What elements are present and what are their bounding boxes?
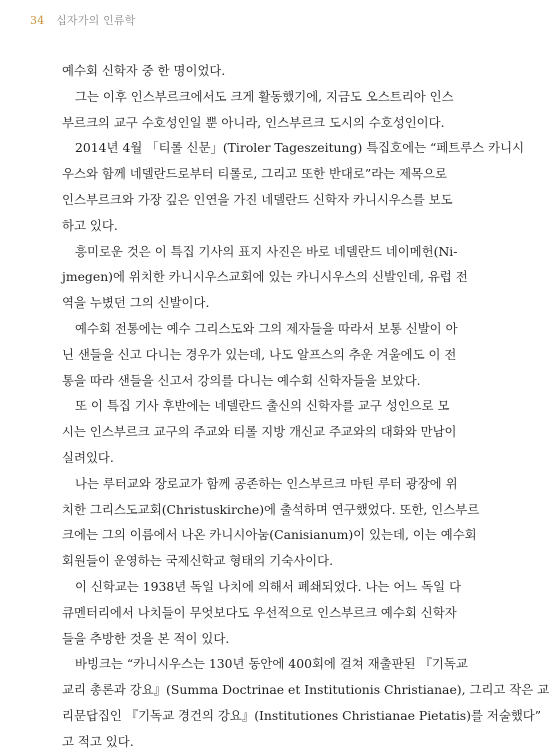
text-line: 회원들이 운영하는 국제신학교 형태의 기숙사이다. [62,553,334,569]
text-line: 교리 총론과 강요』(Summa Doctrinae et Institutionis Christianae), 그리고 작은 교 [62,682,549,698]
text-line: 예수회 전통에는 예수 그리스도와 그의 제자들을 따라서 보통 신발이 아 [75,320,458,336]
text-line: 나는 루터교와 장로교가 함께 공존하는 인스부르크 마틴 루터 광장에 위 [75,475,458,491]
text-line: 하고 있다. [62,217,118,233]
text-line: 우스와 함께 네델란드로부터 티롤로, 그리고 또한 반대로”라는 제목으로 [62,166,447,182]
text-line: jmegen)에 위치한 카니시우스교회에 있는 카니시우스의 신발인데, 유럽 전 [62,269,468,285]
text-line: 치한 그리스도교회(Christuskirche)에 출석하며 연구했었다. 또한, 인스부르 [62,501,480,517]
running-header [30,12,136,28]
text-line: 예수회 신학자 중 한 명이었다. [62,63,226,78]
running-title: 십자가의 인류학 [56,14,136,27]
text-line: 큐멘터리에서 나치들이 무엇보다도 우선적으로 인스부르크 예수회 신학자 [62,604,457,620]
text-line: 실려있다. [62,449,114,465]
text-line: 통을 따라 샌들을 신고서 강의를 다니는 예수회 신학자들을 보았다. [62,372,421,388]
text-line: 시는 인스부르크 교구의 주교와 티롤 지방 개신교 주교와의 대화와 만남이 [62,424,457,440]
text-line: 들을 추방한 것을 본 적이 있다. [62,630,230,646]
body-text [62,58,549,755]
text-line: 2014년 4월 「티롤 신문」(Tiroler Tageszeitung) 특집호에는 “페트루스 카니시 [75,140,525,156]
text-line: 또 이 특집 기사 후반에는 네델란드 출신의 신학자를 교구 성인으로 모 [75,398,450,414]
text-line: 바빙크는 “카니시우스는 130년 동안에 400회에 걸쳐 재출판된 『기독교 [75,656,468,672]
text-line: 이 신학교는 1938년 독일 나치에 의해서 폐쇄되었다. 나는 어느 독일 다 [75,578,462,594]
text-line: 부르크의 교구 수호성인일 뿐 아니라, 인스부르크 도시의 수호성인이다. [62,114,445,130]
text-line: 인스부르크와 가장 깊은 인연을 가진 네델란드 신학자 카니시우스를 보도 [62,191,453,207]
text-line: 그는 이후 인스부르크에서도 크게 활동했기에, 지금도 오스트리아 인스 [75,88,454,104]
text-line: 고 적고 있다. [62,733,134,749]
text-line: 닌 샌들을 신고 다니는 경우가 있는데, 나도 알프스의 추운 겨울에도 이 전 [62,346,457,362]
text-line: 리문답집인 『기독교 경건의 강요』(Institutiones Christianae Pietatis)를 저술했다” [62,707,542,723]
text-line: 역을 누볐던 그의 신발이다. [62,295,210,311]
text-line: 크에는 그의 이름에서 나온 카니시아눔(Canisianum)이 있는데, 이는 예수회 [62,527,477,543]
page-number: 34 [30,14,45,27]
text-line: 흥미로운 것은 이 특집 기사의 표지 사진은 바로 네델란드 네이메헌(Ni- [75,243,458,259]
